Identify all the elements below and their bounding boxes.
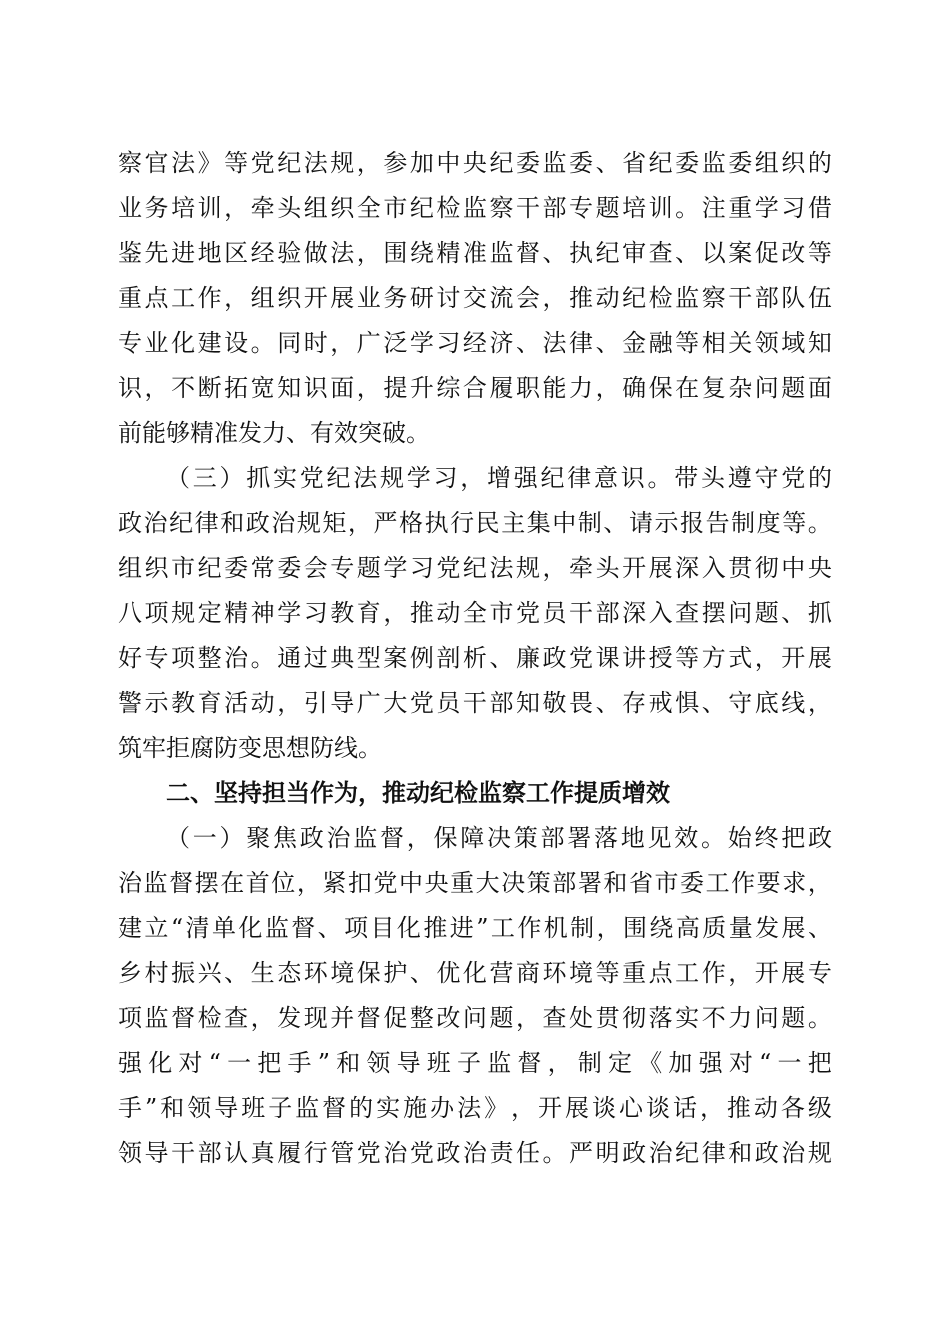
paragraph-line: （ 一 ） 聚 焦 政 治 监 督 ， 保 障 决 策 部 署 落 地 见 效 。 始 终 把 政 bbox=[166, 824, 832, 852]
paragraph-line: 重 点 工 作 ， 组 织 开 展 业 务 研 讨 交 流 会 ， 推 动 纪 检 监 察 干 部 队 伍 bbox=[118, 284, 832, 312]
paragraph-line: 好 专 项 整 治 。 通 过 典 型 案 例 剖 析 、 廉 政 党 课 讲 授 等 方 式 ， 开 展 bbox=[118, 644, 832, 672]
paragraph-line: 业 务 培 训 ， 牵 头 组 织 全 市 纪 检 监 察 干 部 专 题 培 训 。 注 重 学 习 借 bbox=[118, 194, 832, 222]
paragraph-line: 建 立 “ 清 单 化 监 督 、 项 目 化 推 进 ” 工 作 机 制 ， 围 绕 高 质 量 发 展 、 bbox=[118, 914, 832, 942]
paragraph-line: 察 官 法 》 等 党 纪 法 规 ， 参 加 中 央 纪 委 监 委 、 省 纪 委 监 委 组 织 的 bbox=[118, 149, 832, 177]
paragraph-line: 识 ， 不 断 拓 宽 知 识 面 ， 提 升 综 合 履 职 能 力 ， 确 保 在 复 杂 问 题 面 bbox=[118, 374, 832, 402]
paragraph-line: 政 治 纪 律 和 政 治 规 矩 ， 严 格 执 行 民 主 集 中 制 、 请 示 报 告 制 度 等 。 bbox=[118, 509, 832, 537]
paragraph-line: 乡 村 振 兴 、 生 态 环 境 保 护 、 优 化 营 商 环 境 等 重 点 工 作 ， 开 展 专 bbox=[118, 959, 832, 987]
paragraph-line: 强 化 对 “ 一 把 手 ” 和 领 导 班 子 监 督 ， 制 定 《 加 强 对 “ 一 把 bbox=[118, 1049, 832, 1077]
paragraph-line: 警 示 教 育 活 动 ， 引 导 广 大 党 员 干 部 知 敬 畏 、 存 戒 惧 、 守 底 线 ， bbox=[118, 689, 832, 717]
paragraph-line: 领 导 干 部 认 真 履 行 管 党 治 党 政 治 责 任 。 严 明 政 治 纪 律 和 政 治 规 bbox=[118, 1139, 832, 1167]
paragraph-line: 鉴 先 进 地 区 经 验 做 法 ， 围 绕 精 准 监 督 、 执 纪 审 查 、 以 案 促 改 等 bbox=[118, 239, 832, 267]
paragraph-line: 专 业 化 建 设 。 同 时 ， 广 泛 学 习 经 济 、 法 律 、 金 融 等 相 关 领 域 知 bbox=[118, 329, 832, 357]
document-body bbox=[118, 141, 832, 1176]
paragraph-line: （ 三 ） 抓 实 党 纪 法 规 学 习 ， 增 强 纪 律 意 识 。 带 头 遵 守 党 的 bbox=[166, 464, 832, 492]
paragraph-line: 项 监 督 检 查 ， 发 现 并 督 促 整 改 问 题 ， 查 处 贯 彻 落 实 不 力 问 题 。 bbox=[118, 1004, 832, 1032]
section-heading: 二、坚持担当作为，推动纪检监察工作提质增效 bbox=[166, 779, 670, 807]
paragraph-line: 组 织 市 纪 委 常 委 会 专 题 学 习 党 纪 法 规 ， 牵 头 开 展 深 入 贯 彻 中 央 bbox=[118, 554, 832, 582]
paragraph-line: 筑牢拒腐防变思想防线。 bbox=[118, 734, 382, 762]
paragraph-line: 八 项 规 定 精 神 学 习 教 育 ， 推 动 全 市 党 员 干 部 深 入 查 摆 问 题 、 抓 bbox=[118, 599, 832, 627]
paragraph-line: 前能够精准发力、有效突破。 bbox=[118, 419, 430, 447]
paragraph-line: 手 ” 和 领 导 班 子 监 督 的 实 施 办 法 》 ， 开 展 谈 心 谈 话 ， 推 动 各 级 bbox=[118, 1094, 832, 1122]
paragraph-line: 治 监 督 摆 在 首 位 ， 紧 扣 党 中 央 重 大 决 策 部 署 和 省 市 委 工 作 要 求 ， bbox=[118, 869, 832, 897]
